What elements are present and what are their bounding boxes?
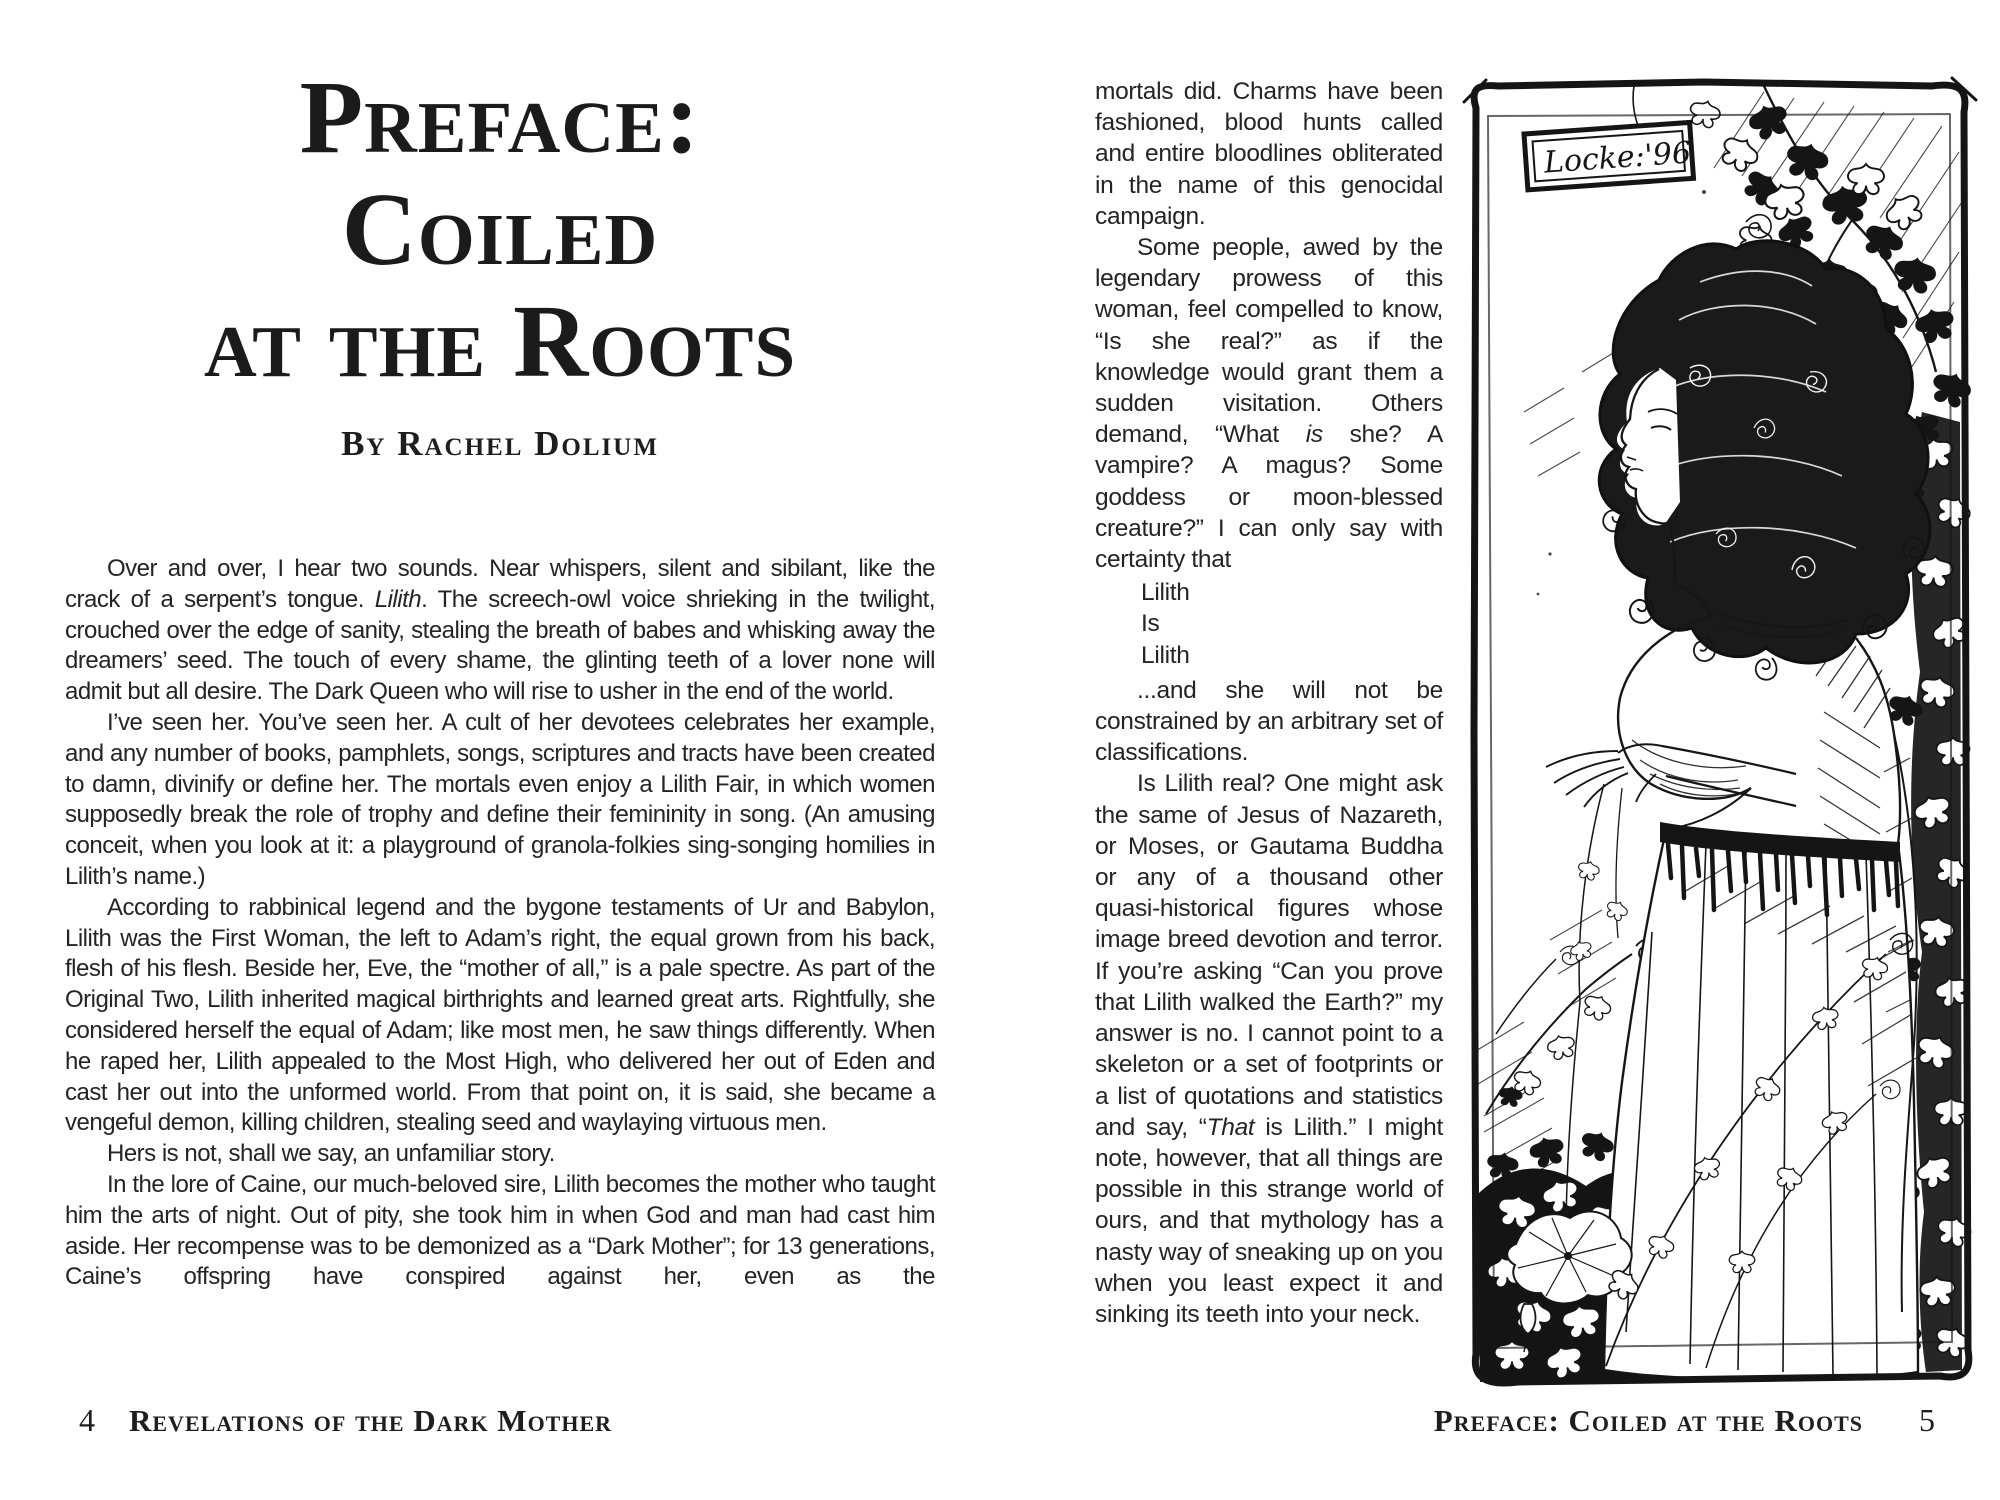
left-page-number: 4: [79, 1402, 95, 1438]
chapter-title: Preface: Coiled at the Roots: [1433, 1403, 1863, 1438]
verse-line: Lilith: [1141, 579, 1190, 607]
paragraph: Over and over, I hear two sounds. Near whispers, silent and sibilant, like the crack of a serpent’s tongue. Lilith. The screech-owl voice shrieking in the twilight, crouched over the edge of sanity, stealing the breath of babes and whisking away the dreamers’ seed. The touch of every shame, the glinting teeth of a lover none will admit but all desire. The Dark Queen who will rise to usher in the end of the world.: [65, 555, 935, 706]
paragraph: I’ve seen her. You’ve seen her. A cult of her devotees celebrates her example, and any number of books, pamphlets, songs, scriptures and tracts have been created to damn, divinify or define her. The mortals even enjoy a Lilith Fair, in which women supposedly break the role of trophy and define their femininity in song. (An amusing conceit, when you look at it: a playground of granola-folkies sing-songing homilies in Lilith’s name.): [65, 708, 935, 890]
verse-line: Is: [1141, 610, 1160, 638]
verse-lines: [1095, 577, 1443, 671]
paragraph: According to rabbinical legend and the bygone testaments of Ur and Babylon, Lilith was the First Woman, the left to Adam’s right, the equal grown from his back, flesh of his flesh. Beside her, Eve, the “mother of all,” is a pale spectre. As part of the Original Two, Lilith inherited magical birthrights and learned great arts. Rightfully, she considered herself the equal of Adam; like most men, he saw things differently. When he raped her, Lilith appealed to the Most High, who delivered her out of Eden and cast her out into the unformed world. From that point on, it is said, she became a vengeful demon, killing children, stealing seed and waylaying virtuous men.: [65, 893, 935, 1137]
skirt: [1604, 822, 1918, 1380]
title-line-3: at the Roots: [203, 284, 797, 399]
paragraph: mortals did. Charms have been fashioned, blood hunts called and entire bloodlines obliterated in the name of this genocidal campaign.: [1095, 78, 1443, 230]
lilith-illustration: [1452, 72, 1988, 1394]
title-line-1: Preface:: [299, 60, 701, 175]
left-footer: [65, 1402, 949, 1439]
book-title: Revelations of the Dark Mother: [129, 1403, 613, 1438]
byline: By Rachel Dolium: [341, 424, 659, 463]
right-page-number: 5: [1919, 1402, 1935, 1438]
left-body-text: [65, 554, 935, 1293]
paragraph: Is Lilith real? One might ask the same of Jesus of Nazareth, or Moses, or Gautama Buddha or any of a thousand other quasi-historical figures whose image breed devotion and terror. If you’re asking “Can you prove that Lilith walked the Earth?” my answer is no. I cannot point to a skeleton or a set of footprints or a list of quotations and statistics and say, “That is Lilith.” I might note, however, that all things are possible in this strange world of ours, and that mythology has a nasty way of sneaking up on you when you least expect it and sinking its teeth into your neck.: [1095, 770, 1444, 1328]
title-line-2: Coiled: [341, 172, 659, 287]
paragraph: In the lore of Caine, our much-beloved sire, Lilith becomes the mother who taught him the arts of night. Out of pity, she took him in when God and man had cast him aside. Her recompense was to be demonized as a “Dark Mother”; for 13 generations, Caine’s offspring have conspired against her, even as the: [65, 1170, 935, 1291]
artist-signature: Locke:'96: [1542, 135, 1693, 181]
verse-line: Lilith: [1141, 641, 1190, 669]
right-footer: [1095, 1402, 1935, 1439]
artist-signature-plaque: [1524, 122, 1694, 189]
paragraph: Hers is not, shall we say, an unfamiliar story.: [107, 1140, 555, 1168]
left-page: [65, 0, 935, 1500]
right-column-text: [1095, 76, 1443, 1330]
paragraph: Some people, awed by the legendary prowess of this woman, feel compelled to know, “Is she real?” as if the knowledge would grant them a sudden visitation. Others demand, “What is she? A vampire? A magus? Some goddess or moon-blessed creature?” I can only say with certainty that: [1095, 234, 1443, 574]
page-title: [65, 62, 935, 398]
paragraph: ...and she will not be constrained by an arbitrary set of classifications.: [1095, 676, 1443, 767]
